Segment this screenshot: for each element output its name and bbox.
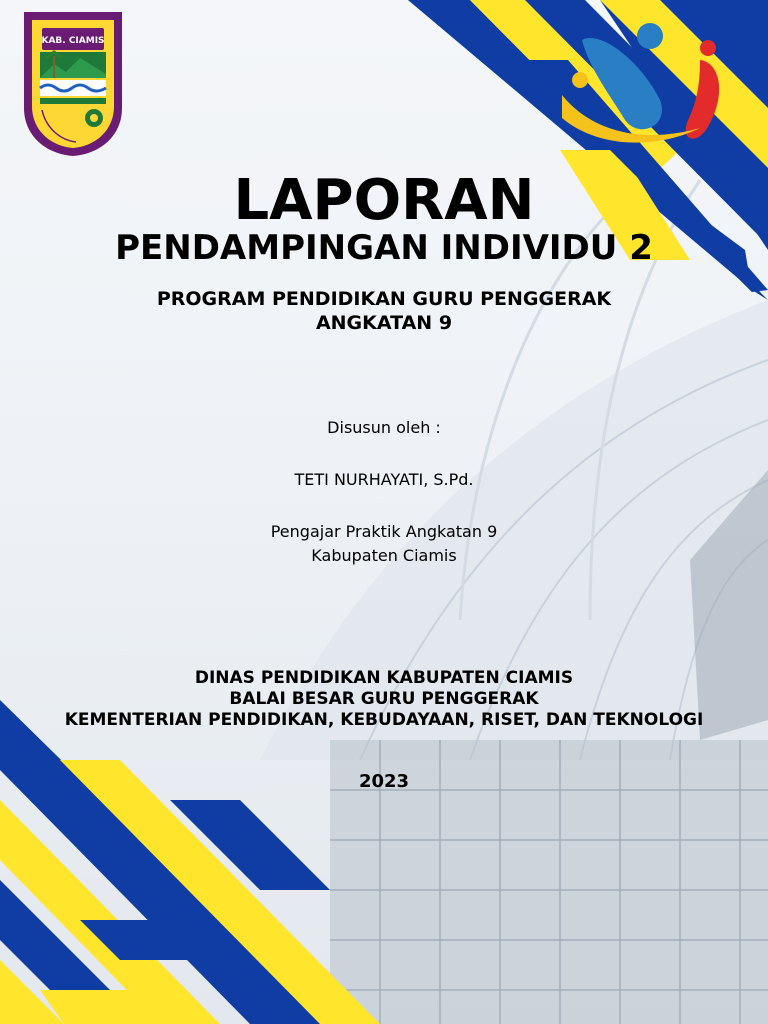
- emblem-top-text: KAB. CIAMIS: [41, 36, 105, 46]
- year: 2023: [358, 771, 410, 792]
- program-line-1: PROGRAM PENDIDIKAN GURU PENGGERAK: [156, 288, 612, 310]
- ciamis-regency-emblem: [20, 8, 126, 158]
- program-line-2: ANGKATAN 9: [315, 312, 453, 334]
- org-line-1: DINAS PENDIDIKAN KABUPATEN CIAMIS: [194, 668, 574, 688]
- role-line-1: Pengajar Praktik Angkatan 9: [270, 522, 498, 541]
- title-main: LAPORAN: [233, 168, 535, 233]
- title-sub: PENDAMPINGAN INDIVIDU 2: [115, 228, 653, 268]
- org-line-3: KEMENTERIAN PENDIDIKAN, KEBUDAYAAN, RISET, DAN TEKNOLOGI: [64, 710, 704, 730]
- author-label: Disusun oleh :: [327, 418, 441, 437]
- author-name: TETI NURHAYATI, S.Pd.: [294, 470, 474, 489]
- org-line-2: BALAI BESAR GURU PENGGERAK: [229, 689, 539, 709]
- role-line-2: Kabupaten Ciamis: [311, 546, 457, 565]
